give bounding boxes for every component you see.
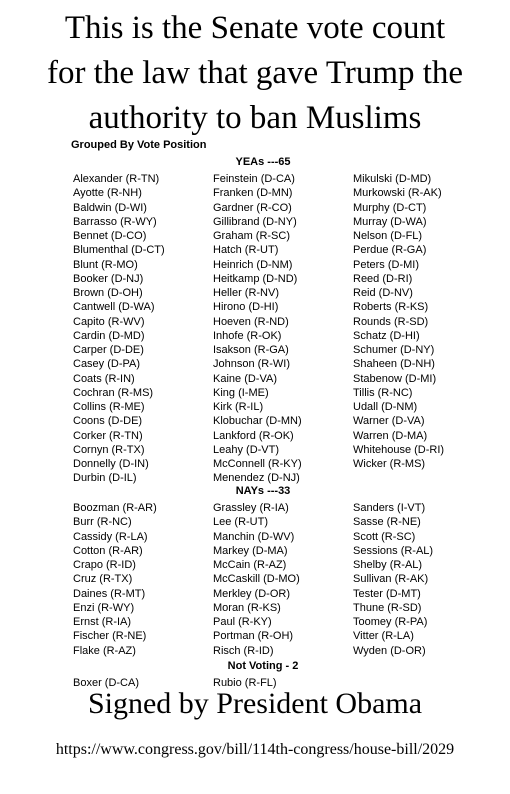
senator-entry: Warner (D-VA) [353, 415, 425, 428]
senator-entry: King (I-ME) [213, 386, 269, 399]
senator-entry: Gardner (R-CO) [213, 201, 292, 214]
senator-entry: Heitkamp (D-ND) [213, 272, 298, 285]
senator-entry: Cantwell (D-WA) [73, 301, 155, 314]
senator-entry: Carper (D-DE) [73, 344, 144, 356]
senator-entry: Murkowski (R-AK) [353, 187, 442, 200]
senator-entry: Sasse (R-NE) [353, 516, 421, 529]
senator-entry: Leahy (D-VT) [213, 443, 280, 456]
senator-entry: Corker (R-TN) [73, 429, 143, 442]
yeas-title: YEAs ---65 [235, 156, 291, 168]
senator-entry: Kirk (R-IL) [213, 401, 264, 413]
senator-entry: Schumer (D-NY) [353, 344, 435, 356]
senator-entry: Kaine (D-VA) [213, 372, 277, 385]
senator-entry: Coats (R-IN) [73, 372, 135, 385]
senator-entry: Fischer (R-NE) [73, 630, 147, 643]
senator-entry: Shaheen (D-NH) [353, 358, 435, 371]
senator-entry: Menendez (D-NJ) [213, 472, 300, 485]
senator-entry: Capito (R-WV) [73, 315, 145, 328]
senator-entry: Heller (R-NV) [213, 287, 279, 299]
senator-entry: Paul (R-KY) [213, 616, 272, 628]
senator-entry: Crapo (R-ID) [73, 559, 136, 571]
nays-column-2 [213, 501, 300, 658]
senator-entry: Stabenow (D-MI) [353, 372, 437, 385]
senator-entry: Wyden (D-OR) [353, 644, 426, 657]
senator-entry: Ernst (R-IA) [73, 616, 132, 628]
senator-entry: Heinrich (D-NM) [213, 258, 293, 271]
senator-entry: Scott (R-SC) [353, 530, 416, 543]
senator-entry: Lankford (R-OK) [213, 429, 294, 442]
senator-entry: Perdue (R-GA) [353, 244, 427, 257]
senator-entry: Enzi (R-WY) [73, 601, 135, 614]
senator-entry: Donnelly (D-IN) [73, 458, 149, 470]
senator-entry: Schatz (D-HI) [353, 329, 420, 342]
senator-entry: Cruz (R-TX) [73, 573, 133, 586]
senator-entry: Hatch (R-UT) [213, 244, 279, 257]
senator-entry: Mikulski (D-MD) [353, 173, 432, 185]
senator-entry: Lee (R-UT) [213, 516, 269, 529]
senator-entry: Vitter (R-LA) [353, 630, 414, 643]
senator-entry: Cassidy (R-LA) [73, 530, 148, 543]
senator-entry: Durbin (D-IL) [73, 472, 137, 485]
not-voting-title: Not Voting - 2 [227, 660, 299, 672]
senator-entry: Warren (D-MA) [353, 429, 428, 442]
senator-entry: Feinstein (D-CA) [213, 173, 295, 185]
senator-entry: Reid (D-NV) [353, 287, 413, 299]
senator-entry: Burr (R-NC) [73, 516, 132, 529]
senator-entry: Baldwin (D-WI) [73, 201, 147, 214]
senator-entry: Brown (D-OH) [73, 287, 143, 299]
senator-entry: McCain (R-AZ) [213, 559, 287, 571]
senator-entry: Boxer (D-CA) [73, 677, 140, 689]
senator-entry: Inhofe (R-OK) [213, 329, 282, 342]
senator-entry: Alexander (R-TN) [73, 173, 160, 185]
senator-entry: Blumenthal (D-CT) [73, 244, 165, 257]
senator-entry: Sessions (R-AL) [353, 544, 434, 557]
senator-entry: Whitehouse (D-RI) [353, 443, 445, 456]
headline-line-1: This is the Senate vote count [64, 10, 446, 46]
senator-entry: Wicker (R-MS) [353, 458, 426, 470]
senator-entry: Manchin (D-WV) [213, 530, 295, 543]
senator-entry: Thune (R-SD) [353, 601, 422, 614]
senator-entry: Hoeven (R-ND) [213, 315, 289, 328]
senator-entry: Hirono (D-HI) [213, 301, 279, 314]
senator-entry: Rubio (R-FL) [213, 677, 277, 689]
senator-entry: Toomey (R-PA) [353, 616, 428, 628]
senator-entry: Cotton (R-AR) [73, 544, 143, 557]
senator-entry: Udall (D-NM) [353, 401, 418, 413]
senator-entry: Daines (R-MT) [73, 587, 146, 600]
senator-entry: Risch (R-ID) [213, 644, 274, 657]
headline [0, 6, 510, 141]
senator-entry: Shelby (R-AL) [353, 559, 423, 571]
senator-entry: McConnell (R-KY) [213, 458, 302, 470]
senator-entry: Murray (D-WA) [353, 215, 427, 228]
headline-line-3: authority to ban Muslims [88, 100, 422, 136]
source-url: https://www.congress.gov/bill/114th-congress/house-bill/2029 [55, 741, 455, 758]
yeas-column-2 [213, 172, 302, 486]
senator-entry: Boozman (R-AR) [73, 502, 157, 514]
yeas-column-1 [73, 172, 165, 486]
senator-entry: Rounds (R-SD) [353, 315, 429, 328]
senator-entry: Cochran (R-MS) [73, 386, 154, 399]
grouped-label: Grouped By Vote Position [71, 139, 207, 151]
senator-entry: Casey (D-PA) [73, 358, 141, 371]
senator-entry: Booker (D-NJ) [73, 272, 144, 285]
senator-entry: Grassley (R-IA) [213, 502, 289, 514]
signed-caption: Signed by President Obama [87, 687, 423, 720]
senator-entry: Gillibrand (D-NY) [213, 215, 297, 228]
senator-entry: Moran (R-KS) [213, 601, 281, 614]
senator-entry: Bennet (D-CO) [73, 230, 147, 242]
senator-entry: Coons (D-DE) [73, 415, 143, 428]
senator-entry: Blunt (R-MO) [73, 258, 138, 271]
senator-entry: Johnson (R-WI) [213, 358, 291, 371]
senator-entry: Markey (D-MA) [213, 544, 288, 557]
senator-entry: Isakson (R-GA) [213, 344, 289, 356]
senator-entry: Tillis (R-NC) [353, 386, 413, 399]
yeas-column-3 [353, 172, 444, 471]
senator-entry: Merkley (D-OR) [213, 587, 290, 600]
headline-line-2: for the law that gave Trump the [46, 55, 464, 91]
senator-entry: Cardin (D-MD) [73, 329, 145, 342]
senator-entry: Franken (D-MN) [213, 187, 293, 200]
senator-entry: Peters (D-MI) [353, 258, 419, 271]
nays-title: NAYs ---33 [235, 485, 291, 497]
senator-entry: Graham (R-SC) [213, 230, 291, 242]
senator-entry: Nelson (D-FL) [353, 230, 423, 242]
senator-entry: Portman (R-OH) [213, 630, 294, 643]
senator-entry: Barrasso (R-WY) [73, 215, 157, 228]
senator-entry: Flake (R-AZ) [73, 644, 136, 657]
senator-entry: Sanders (I-VT) [353, 502, 426, 514]
nays-column-3 [353, 501, 433, 658]
senator-entry: Roberts (R-KS) [353, 301, 429, 314]
senator-entry: Tester (D-MT) [353, 587, 421, 600]
senator-entry: Sullivan (R-AK) [353, 573, 429, 586]
senator-entry: Cornyn (R-TX) [73, 443, 145, 456]
senator-entry: Collins (R-ME) [73, 401, 145, 413]
senator-entry: Murphy (D-CT) [353, 201, 427, 214]
senator-entry: Reed (D-RI) [353, 272, 413, 285]
senator-entry: Klobuchar (D-MN) [213, 415, 302, 428]
senator-entry: Ayotte (R-NH) [73, 187, 142, 200]
senator-entry: McCaskill (D-MO) [213, 573, 300, 586]
nays-column-1 [73, 501, 157, 658]
